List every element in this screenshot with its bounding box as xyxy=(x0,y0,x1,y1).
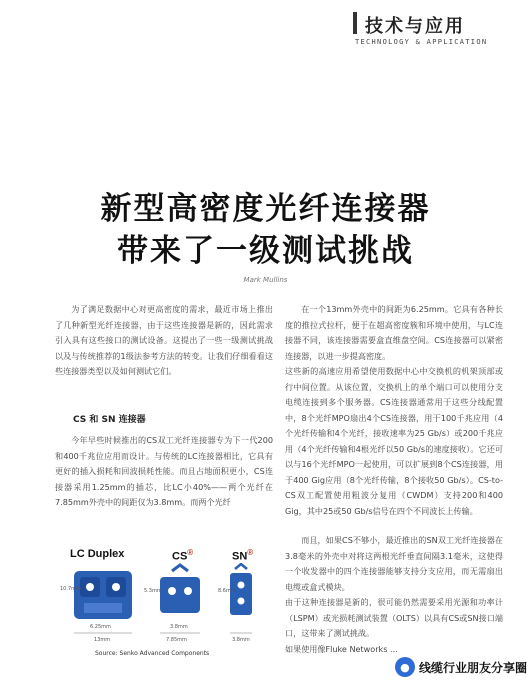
header-bar xyxy=(353,12,357,34)
connector-drawings xyxy=(60,563,270,658)
figure-caption: Source: Senko Advanced Components xyxy=(95,650,210,657)
sn-width-dim: 3.8mm xyxy=(232,637,250,643)
connector-figure xyxy=(60,548,270,660)
cs-pitch-dim: 3.8mm xyxy=(170,624,188,630)
cs-text: 今年早些时候推出的CS双工光纤连接器专为下一代200和400千兆位应用而设计。与传统的LC连接器相比，它具有更好的插入损耗和回波损耗性能。而且占地面积更小，CS连接器采用1.25mm的插芯，比LC小40%——两个光纤在7.85mm外壳中的间距仅为3.8mm。而两个光纤 xyxy=(55,435,273,507)
lc-height-dim: 10.7mm xyxy=(60,586,81,592)
sn-label xyxy=(232,548,253,563)
section-header xyxy=(353,12,513,52)
cs-width-dim: 7.85mm xyxy=(166,637,187,643)
cs-drawing xyxy=(160,565,200,613)
article-title-line1: 新型高密度光纤连接器 xyxy=(100,191,431,227)
right-column-text: 在一个13mm外壳中的间距为6.25mm。它具有各种长度的推拉式拉杆，便于在超高密度簇和环境中使用，与LC连接器不同，该连接器需要盒直维盘空间。CS连接器可以紧密连接器，以进一步提高密度。 这些新的高速应用希望使用数据中心中交换机的机架顶部或行中间位置。从该位置，交换机上的单个端口可以使用分支电缆连接到多个服务器。CS连接器通常用于这些分线配置中，8个光纤MPO扇出4个CS连接器，用于100千兆应用（4个光纤传输和4个光纤，接收速率为25 Gb/s）或200千兆应用（4个光纤传输和4根光纤以50 Gb/s的速度接收）。它还可以与16个光纤MPO一起使用，可以扩展到8个CS连接器，用于400 Gig应用（8个光纤传输，8个接收50 Gb/s）。CS-to-CS双工配置使用粗波分复用（CWDM）支持200和400 Gig，其中25或50 Gb/s信号在四个不同波长上传输。 xyxy=(285,304,503,516)
sn-height-dim: 8.6mm xyxy=(218,588,236,594)
wechat-icon: ● xyxy=(395,657,415,677)
cs-reg-mark: ® xyxy=(187,548,194,557)
intro-text: 为了满足数据中心对更高密度的需求，最近市场上推出了几种新型光纤连接器，由于这些连接器是新的，因此需求引入具有这些接口的测试设备。这提出了一些一级测试挑战以及与传统推荐的1级法参考方法的转变。让我们仔细看看这些连接器类型以及如何测试它们。 xyxy=(55,304,273,376)
cs-label xyxy=(172,548,193,563)
cs-label-text: CS xyxy=(172,550,188,563)
right-column-text-2: 而且，如果CS不够小，最近推出的SN双工光纤连接器在3.8毫米的外壳中对将这两根光纤垂直间隔3.1毫米，这使得一个收发器中的四个连接器能够支持分支应用，而无需扇出电缆或盒式模块。 由于这种连接器是新的，很可能仍然需要采用光源和功率计（LSPM）或光损耗测试装置（OLTS）以具有CS或SN接口端口，这带来了测试挑战。 如果使用像Fluke Networks ... xyxy=(285,535,503,654)
lc-total-dim: 13mm xyxy=(94,637,111,643)
lc-duplex-drawing xyxy=(74,571,132,619)
sn-reg-mark: ® xyxy=(247,548,254,557)
lc-duplex-label: LC Duplex xyxy=(70,548,125,560)
right-column-2 xyxy=(285,533,503,657)
cs-height-dim: 5.3mm xyxy=(144,588,162,594)
watermark xyxy=(395,656,527,678)
sn-label-text: SN xyxy=(232,550,248,563)
section-title-cn: 技术与应用 xyxy=(365,16,465,37)
cs-paragraph xyxy=(55,433,273,511)
section-title-en: TECHNOLOGY & APPLICATION xyxy=(355,38,488,46)
watermark-text: 线缆行业朋友分享圈 xyxy=(418,660,527,675)
section-heading: CS 和 SN 连接器 xyxy=(73,415,146,425)
intro-paragraph xyxy=(55,302,273,380)
author-name: Mark Mullins xyxy=(243,276,288,284)
lc-width-dim: 6.25mm xyxy=(90,624,111,630)
right-column xyxy=(285,302,503,519)
article-title-line2: 带来了一级测试挑战 xyxy=(117,233,414,269)
